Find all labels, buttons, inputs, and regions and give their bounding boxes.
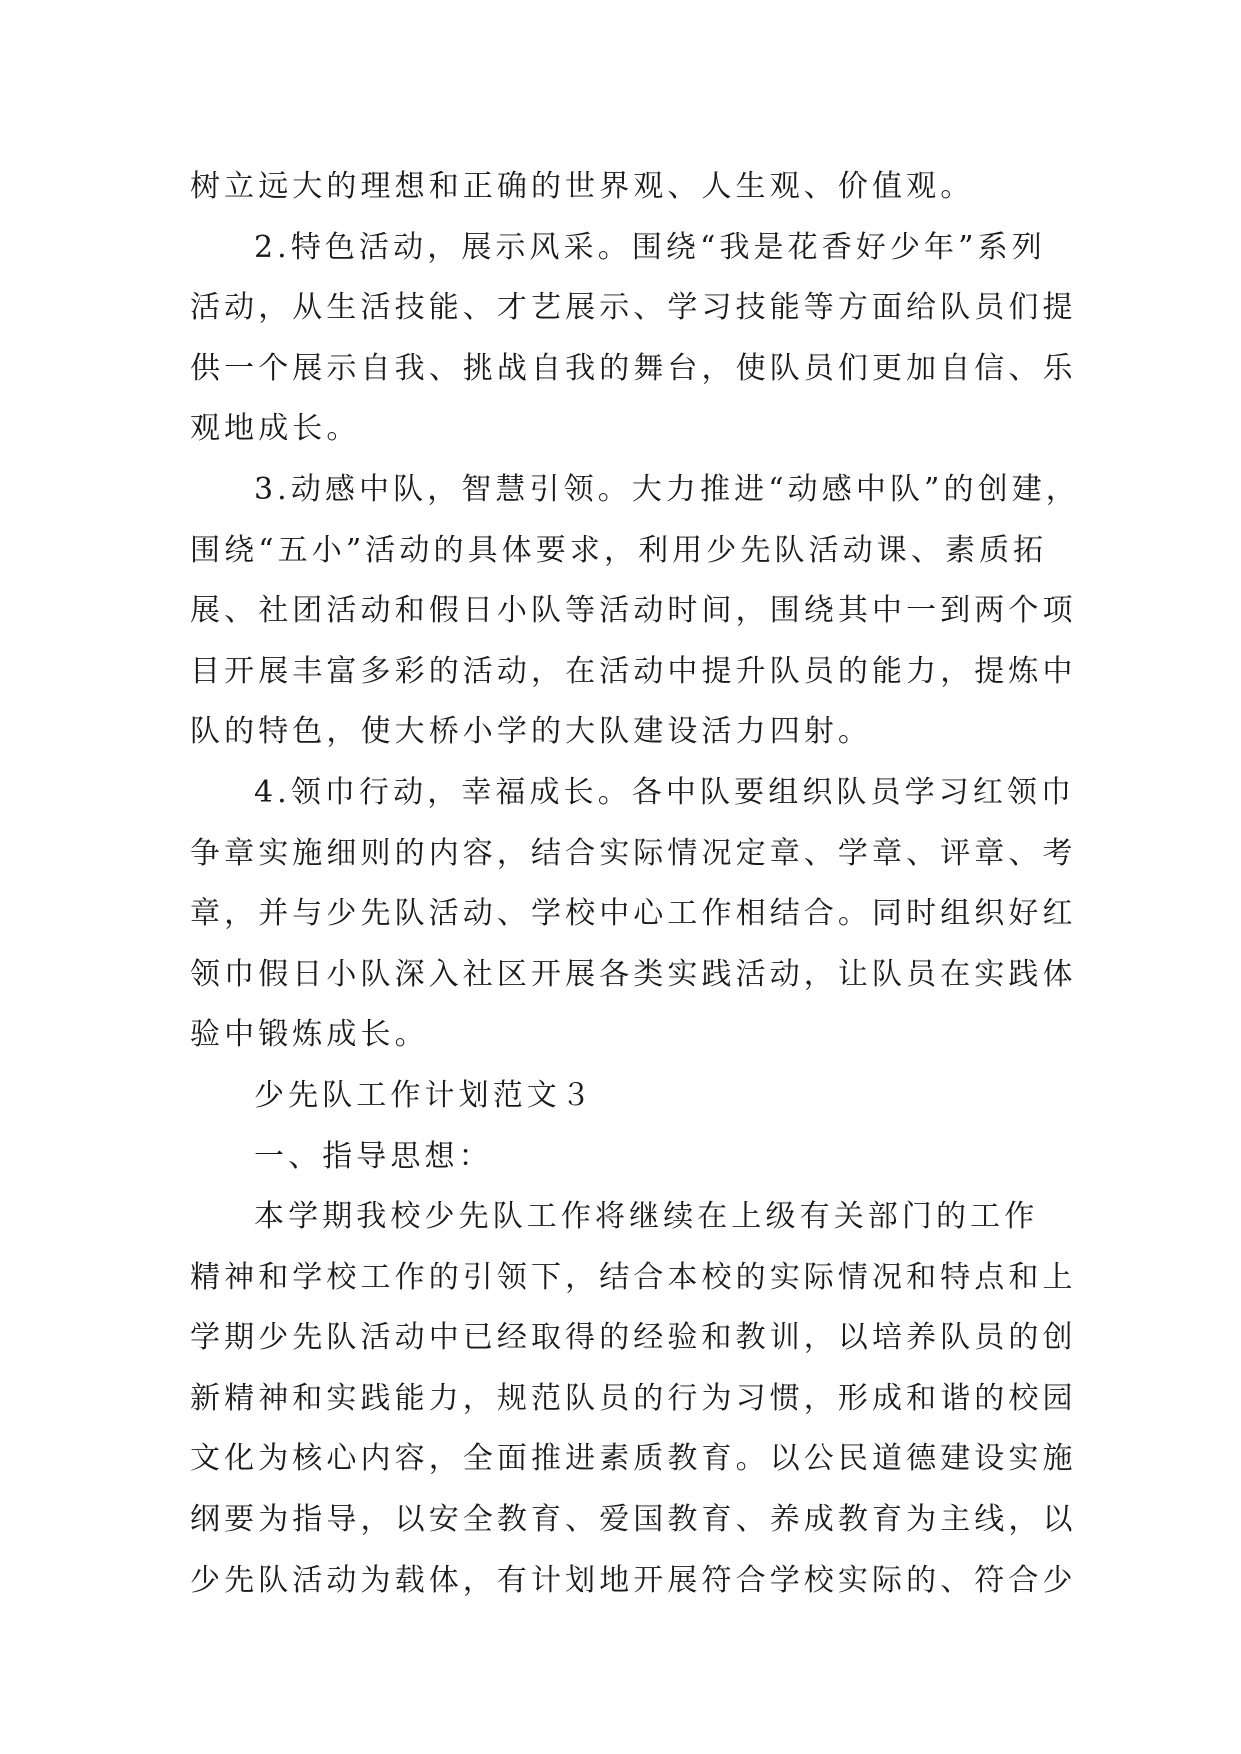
text-line: 2.特色活动，展示风采。围绕“我是花香好少年”系列 — [254, 229, 1046, 265]
text-line: 文化为核心内容，全面推进素质教育。以公民道德建设实施 — [190, 1441, 1077, 1477]
text-line: 活动，从生活技能、才艺展示、学习技能等方面给队员们提 — [190, 290, 1077, 326]
text-line: 少先队活动为载体，有计划地开展符合学校实际的、符合少 — [190, 1562, 1077, 1598]
text-line: 领巾假日小队深入社区开展各类实践活动，让队员在实践体 — [190, 956, 1077, 992]
text-line: 树立远大的理想和正确的世界观、人生观、价值观。 — [190, 169, 975, 204]
text-line: 新精神和实践能力，规范队员的行为习惯，形成和谐的校园 — [190, 1380, 1077, 1416]
text-line: 争章实施细则的内容，结合实际情况定章、学章、评章、考 — [190, 835, 1077, 871]
text-line: 3.动感中队，智慧引领。大力推进“动感中队”的创建， — [254, 471, 1080, 507]
text-line: 围绕“五小”活动的具体要求，利用少先队活动课、素质拓 — [190, 532, 1048, 568]
text-line: 纲要为指导，以安全教育、爱国教育、养成教育为主线，以 — [190, 1502, 1077, 1538]
section-heading: 一、指导思想： — [254, 1138, 493, 1174]
text-line: 精神和学校工作的引领下，结合本校的实际情况和特点和上 — [190, 1259, 1077, 1295]
section-title: 少先队工作计划范文３ — [254, 1077, 595, 1113]
text-line: 队的特色，使大桥小学的大队建设活力四射。 — [190, 714, 872, 750]
text-line: 验中锻炼成长。 — [190, 1017, 429, 1053]
document-body — [190, 157, 1080, 1611]
text-line: 展、社团活动和假日小队等活动时间，围绕其中一到两个项 — [190, 593, 1077, 629]
text-line: 本学期我校少先队工作将继续在上级有关部门的工作 — [254, 1199, 1039, 1235]
text-line: 章，并与少先队活动、学校中心工作相结合。同时组织好红 — [190, 896, 1077, 932]
text-line: 4.领巾行动，幸福成长。各中队要组织队员学习红领巾 — [254, 774, 1076, 810]
text-line: 供一个展示自我、挑战自我的舞台，使队员们更加自信、乐 — [190, 350, 1077, 386]
text-line: 观地成长。 — [190, 411, 361, 447]
text-line: 学期少先队活动中已经取得的经验和教训，以培养队员的创 — [190, 1320, 1077, 1356]
text-line: 目开展丰富多彩的活动，在活动中提升队员的能力，提炼中 — [190, 653, 1077, 689]
